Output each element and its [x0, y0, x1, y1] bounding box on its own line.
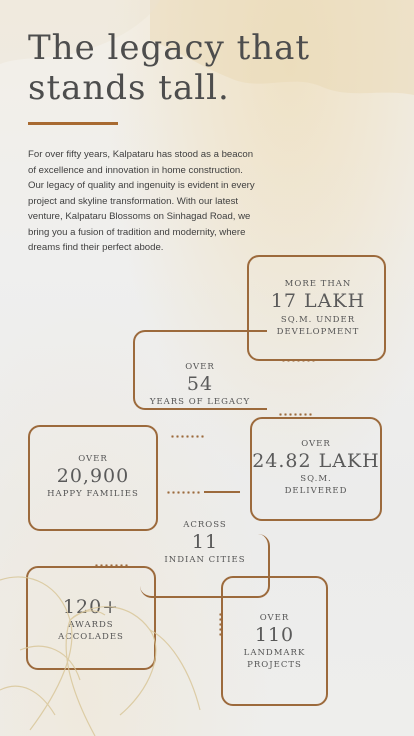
- stat-value: 11: [191, 531, 219, 553]
- stat-caption: YEARS OF LEGACY: [149, 397, 251, 407]
- page-title: The legacy that stands tall.: [28, 28, 311, 108]
- dotted-connector: [170, 435, 204, 438]
- stat-prefix: MORE THAN: [284, 279, 352, 289]
- stat-families: [28, 453, 158, 500]
- dotted-connector: [166, 491, 200, 494]
- stat-prefix: OVER: [301, 439, 331, 449]
- dotted-connector: [281, 359, 315, 362]
- stat-value: 24.82 LAKH: [252, 450, 380, 472]
- stat-prefix: OVER: [259, 613, 290, 623]
- stat-prefix: OVER: [78, 454, 108, 464]
- title-underline: [28, 122, 118, 125]
- stat-value: 17 LAKH: [270, 290, 366, 312]
- stat-projects: [221, 612, 328, 671]
- stat-caption: DELIVERED: [284, 486, 348, 496]
- stat-value: 20,900: [56, 465, 130, 487]
- stat-caption: AWARDS: [68, 620, 114, 630]
- stat-caption: LANDMARK: [243, 648, 306, 658]
- dotted-connector: [94, 564, 130, 567]
- stat-development: [250, 278, 386, 338]
- intro-paragraph: For over fifty years, Kalpataru has stood as a beacon of excellence and innovation in home construction. Our legacy of quality and ingenuity is evident in every project and skyline transformation. With our latest venture, Kalpataru Blossoms on Sinhagad Road, we bring you a fusion of tradition and modernity, where dreams find their perfect abode.: [28, 149, 255, 253]
- stat-delivered: [250, 438, 382, 497]
- stat-awards: [26, 596, 156, 643]
- stat-value: 110: [254, 624, 295, 646]
- stat-value: 54: [186, 373, 214, 395]
- stat-years: [135, 361, 265, 408]
- stat-caption: DEVELOPMENT: [276, 327, 360, 337]
- stat-value: 120+: [62, 596, 120, 618]
- stat-caption: PROJECTS: [247, 660, 302, 670]
- line-connector: [204, 491, 240, 493]
- stat-cities: [140, 519, 270, 566]
- stat-caption: INDIAN CITIES: [164, 555, 246, 565]
- stat-prefix: ACROSS: [183, 520, 227, 530]
- stat-caption: ACCOLADES: [58, 632, 124, 642]
- stat-prefix: OVER: [185, 362, 215, 372]
- dotted-connector: [278, 413, 314, 416]
- stat-caption: HAPPY FAMILIES: [47, 489, 139, 499]
- stat-caption: SQ.M. UNDER: [280, 315, 356, 325]
- stat-caption: SQ.M.: [300, 474, 332, 484]
